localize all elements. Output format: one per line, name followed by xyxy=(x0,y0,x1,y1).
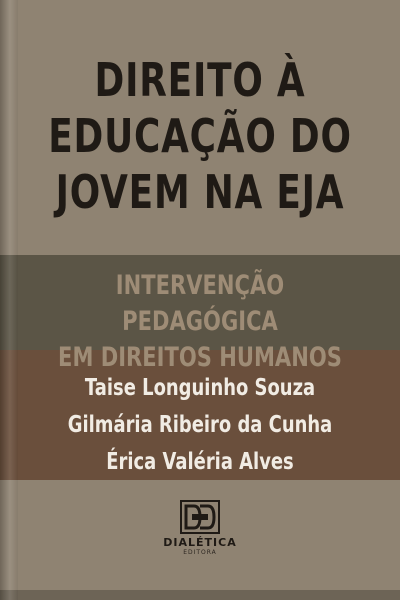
book-title xyxy=(44,52,356,220)
publisher-subtitle: EDITORA xyxy=(183,549,217,556)
title-line: EDUCAÇÃO DO xyxy=(48,109,352,163)
publisher-name: DIALÉTICA xyxy=(163,536,237,549)
publisher-logo xyxy=(150,500,250,556)
author-name: Gilmária Ribeiro da Cunha xyxy=(67,412,333,438)
subtitle-line: EM DIREITOS HUMANOS xyxy=(58,342,342,373)
title-line: DIREITO À xyxy=(94,53,306,107)
bottom-edge xyxy=(0,590,400,600)
book-spine-shadow xyxy=(0,0,18,600)
dialetica-logo-icon xyxy=(180,500,220,534)
author-name: Taise Longuinho Souza xyxy=(84,375,316,401)
title-line: JOVEM NA EJA xyxy=(55,165,345,219)
subtitle-line: INTERVENÇÃO PEDAGÓGICA xyxy=(115,270,285,337)
author-list xyxy=(0,370,400,481)
author-name: Érica Valéria Alves xyxy=(106,449,294,475)
book-subtitle xyxy=(44,268,356,376)
